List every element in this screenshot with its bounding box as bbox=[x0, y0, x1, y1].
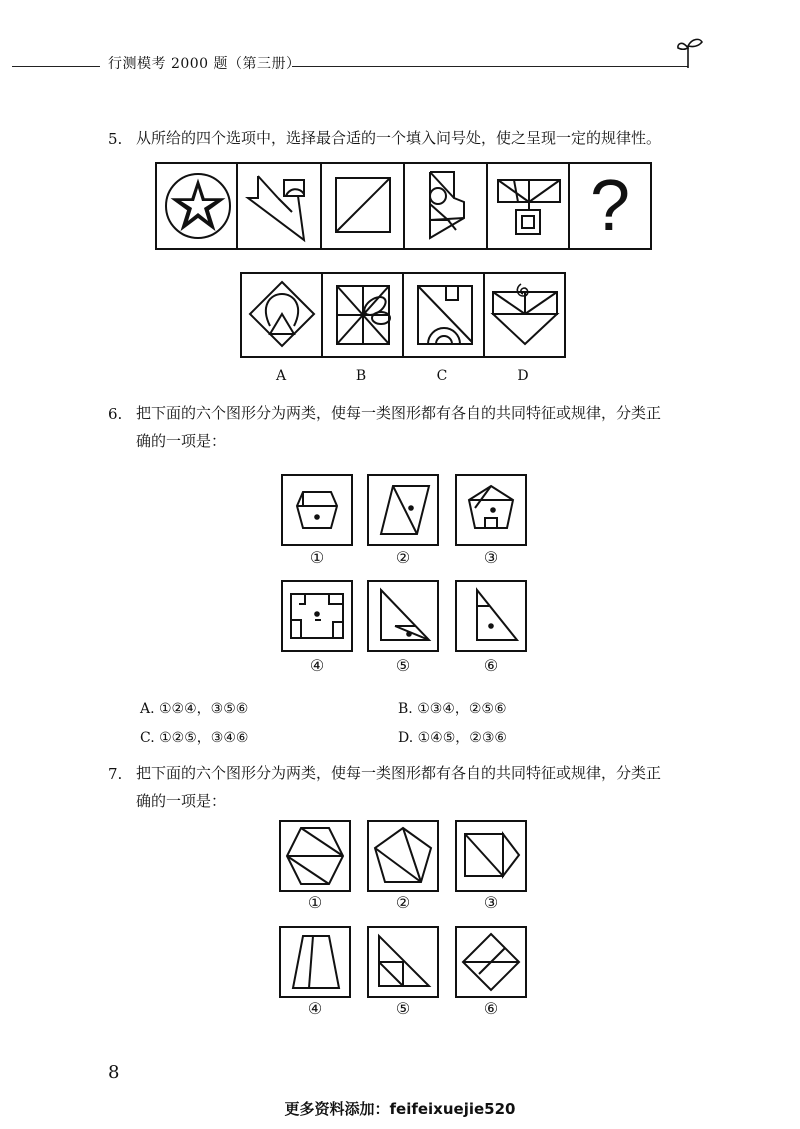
q7-label-6: ⑥ bbox=[483, 999, 499, 1018]
q6-answer-b: B. ①③④，②⑤⑥ bbox=[398, 701, 507, 717]
q5-text: 从所给的四个选项中，选择最合适的一个填入问号处，使之呈现一定的规律性。 bbox=[136, 129, 662, 147]
q6-label-5: ⑤ bbox=[395, 656, 411, 675]
q6-label-6: ⑥ bbox=[483, 656, 499, 675]
q5-option-a-figure bbox=[244, 276, 320, 354]
q5-option-d-figure bbox=[487, 276, 563, 354]
footer-promo: 更多资料添加：feifeixuejie520 bbox=[284, 1100, 516, 1118]
q7-label-5: ⑤ bbox=[395, 999, 411, 1018]
q6-text-line-2: 确的一项是： bbox=[136, 432, 227, 450]
q5-option-b-figure bbox=[325, 276, 401, 354]
q5-figure-5 bbox=[490, 168, 570, 244]
q6-label-3: ③ bbox=[483, 548, 499, 567]
q6-figure-4 bbox=[281, 580, 353, 652]
q7-number: 7. bbox=[108, 765, 123, 783]
q7-text-line-1: 把下面的六个图形分为两类，使每一类图形都有各自的共同特征或规律，分类正 bbox=[136, 764, 662, 782]
q7-label-4: ④ bbox=[307, 999, 323, 1018]
header-title: 行测模考 2000 题（第三册） bbox=[108, 56, 301, 72]
q6-text-line-1: 把下面的六个图形分为两类，使每一类图形都有各自的共同特征或规律，分类正 bbox=[136, 404, 662, 422]
q5-question-mark: ? bbox=[589, 166, 631, 246]
q7-figure-2 bbox=[367, 820, 439, 892]
q6-answer-d: D. ①④⑤，②③⑥ bbox=[398, 730, 507, 746]
q6-figure-2 bbox=[367, 474, 439, 546]
q7-label-1: ① bbox=[307, 893, 323, 912]
q6-figure-5 bbox=[367, 580, 439, 652]
q6-label-4: ④ bbox=[309, 656, 325, 675]
q7-figure-5 bbox=[367, 926, 439, 998]
q5-option-b-label: B bbox=[355, 368, 367, 384]
q7-figure-4 bbox=[279, 926, 351, 998]
page-number: 8 bbox=[108, 1062, 120, 1083]
q6-figure-6 bbox=[455, 580, 527, 652]
q5-option-d-label: D bbox=[517, 368, 529, 384]
q5-figure-3-square-diagonal bbox=[324, 168, 404, 244]
q6-label-2: ② bbox=[395, 548, 411, 567]
q6-number: 6. bbox=[108, 405, 123, 423]
header-rule-left bbox=[12, 66, 100, 67]
q5-figure-2 bbox=[240, 168, 320, 244]
q5-option-c-label: C bbox=[436, 368, 448, 384]
q5-option-a-label: A bbox=[275, 368, 287, 384]
q5-figure-1-circle-star bbox=[162, 168, 234, 244]
q6-label-1: ① bbox=[309, 548, 325, 567]
q6-figure-3 bbox=[455, 474, 527, 546]
q7-text-line-2: 确的一项是： bbox=[136, 792, 227, 810]
q5-number: 5. bbox=[108, 130, 123, 148]
q7-label-2: ② bbox=[395, 893, 411, 912]
q5-figure-4 bbox=[408, 168, 488, 244]
q6-figure-1 bbox=[281, 474, 353, 546]
sprout-icon bbox=[676, 36, 706, 70]
q5-option-c-figure bbox=[406, 276, 482, 354]
q7-figure-6 bbox=[455, 926, 527, 998]
q7-label-3: ③ bbox=[483, 893, 499, 912]
q7-figure-1 bbox=[279, 820, 351, 892]
q6-answer-c: C. ①②⑤，③④⑥ bbox=[140, 730, 249, 746]
q7-figure-3 bbox=[455, 820, 527, 892]
q6-answer-a: A. ①②④，③⑤⑥ bbox=[140, 701, 249, 717]
header-rule-right bbox=[292, 66, 688, 67]
